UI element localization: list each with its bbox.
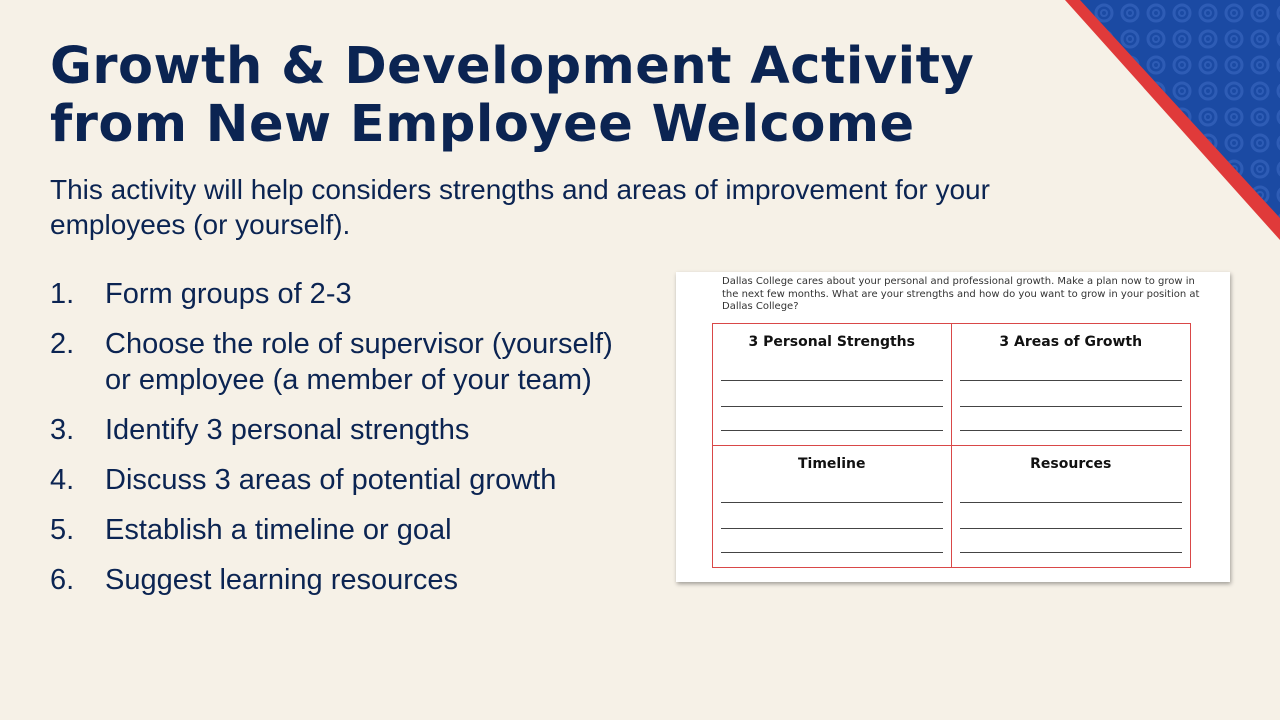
write-line	[960, 380, 1183, 381]
step-number: 3.	[50, 414, 75, 446]
write-line	[721, 502, 943, 503]
worksheet-cell-timeline	[713, 446, 952, 568]
write-line	[960, 406, 1183, 407]
step-number: 1.	[50, 278, 75, 310]
step-number: 4.	[50, 464, 75, 496]
worksheet-image	[676, 272, 1230, 582]
worksheet-cell-heading: 3 Personal Strengths	[748, 334, 915, 350]
write-line	[721, 430, 943, 431]
step-number: 5.	[50, 514, 75, 546]
step-item	[50, 412, 630, 448]
slide-title	[50, 38, 974, 154]
step-text: Form groups of 2-3	[105, 278, 352, 310]
write-line	[721, 528, 943, 529]
write-line	[721, 406, 943, 407]
steps-list	[50, 276, 630, 612]
worksheet-cell-heading: Timeline	[798, 455, 866, 472]
worksheet-cell-resources	[952, 446, 1191, 568]
step-item	[50, 562, 630, 598]
step-item	[50, 276, 630, 312]
title-line-1: Growth & Development Activity	[50, 37, 975, 96]
write-line	[721, 552, 943, 553]
worksheet-cell-growth	[952, 324, 1191, 446]
step-text: Suggest learning resources	[105, 564, 459, 596]
step-text: Identify 3 personal strengths	[105, 414, 470, 446]
worksheet-cell-heading: 3 Areas of Growth	[999, 334, 1143, 350]
step-item	[50, 462, 630, 498]
worksheet-cell-heading: Resources	[1030, 455, 1112, 472]
step-number: 6.	[50, 564, 75, 596]
step-number: 2.	[50, 328, 75, 360]
write-line	[960, 502, 1183, 503]
step-item	[50, 326, 630, 398]
worksheet-grid	[712, 323, 1191, 568]
step-text: Choose the role of supervisor (yourself) or employee (a member of your team)	[105, 328, 613, 396]
worksheet-cell-strengths	[713, 324, 952, 446]
slide-subtitle: This activity will help considers strengths and areas of improvement for your employees (or yourself).	[50, 174, 990, 240]
write-line	[960, 528, 1183, 529]
step-text: Establish a timeline or goal	[105, 514, 452, 546]
step-text: Discuss 3 areas of potential growth	[105, 464, 557, 496]
write-line	[960, 552, 1183, 553]
worksheet-intro: Dallas College cares about your personal and professional growth. Make a plan now to grow in the next few months. What are your strengths and how do you want to grow in your position at Dallas College?	[722, 276, 1200, 312]
title-line-2: from New Employee Welcome	[50, 95, 915, 154]
step-item	[50, 512, 630, 548]
logo-pattern-corner-icon	[1065, 0, 1280, 240]
write-line	[721, 380, 943, 381]
write-line	[960, 430, 1183, 431]
